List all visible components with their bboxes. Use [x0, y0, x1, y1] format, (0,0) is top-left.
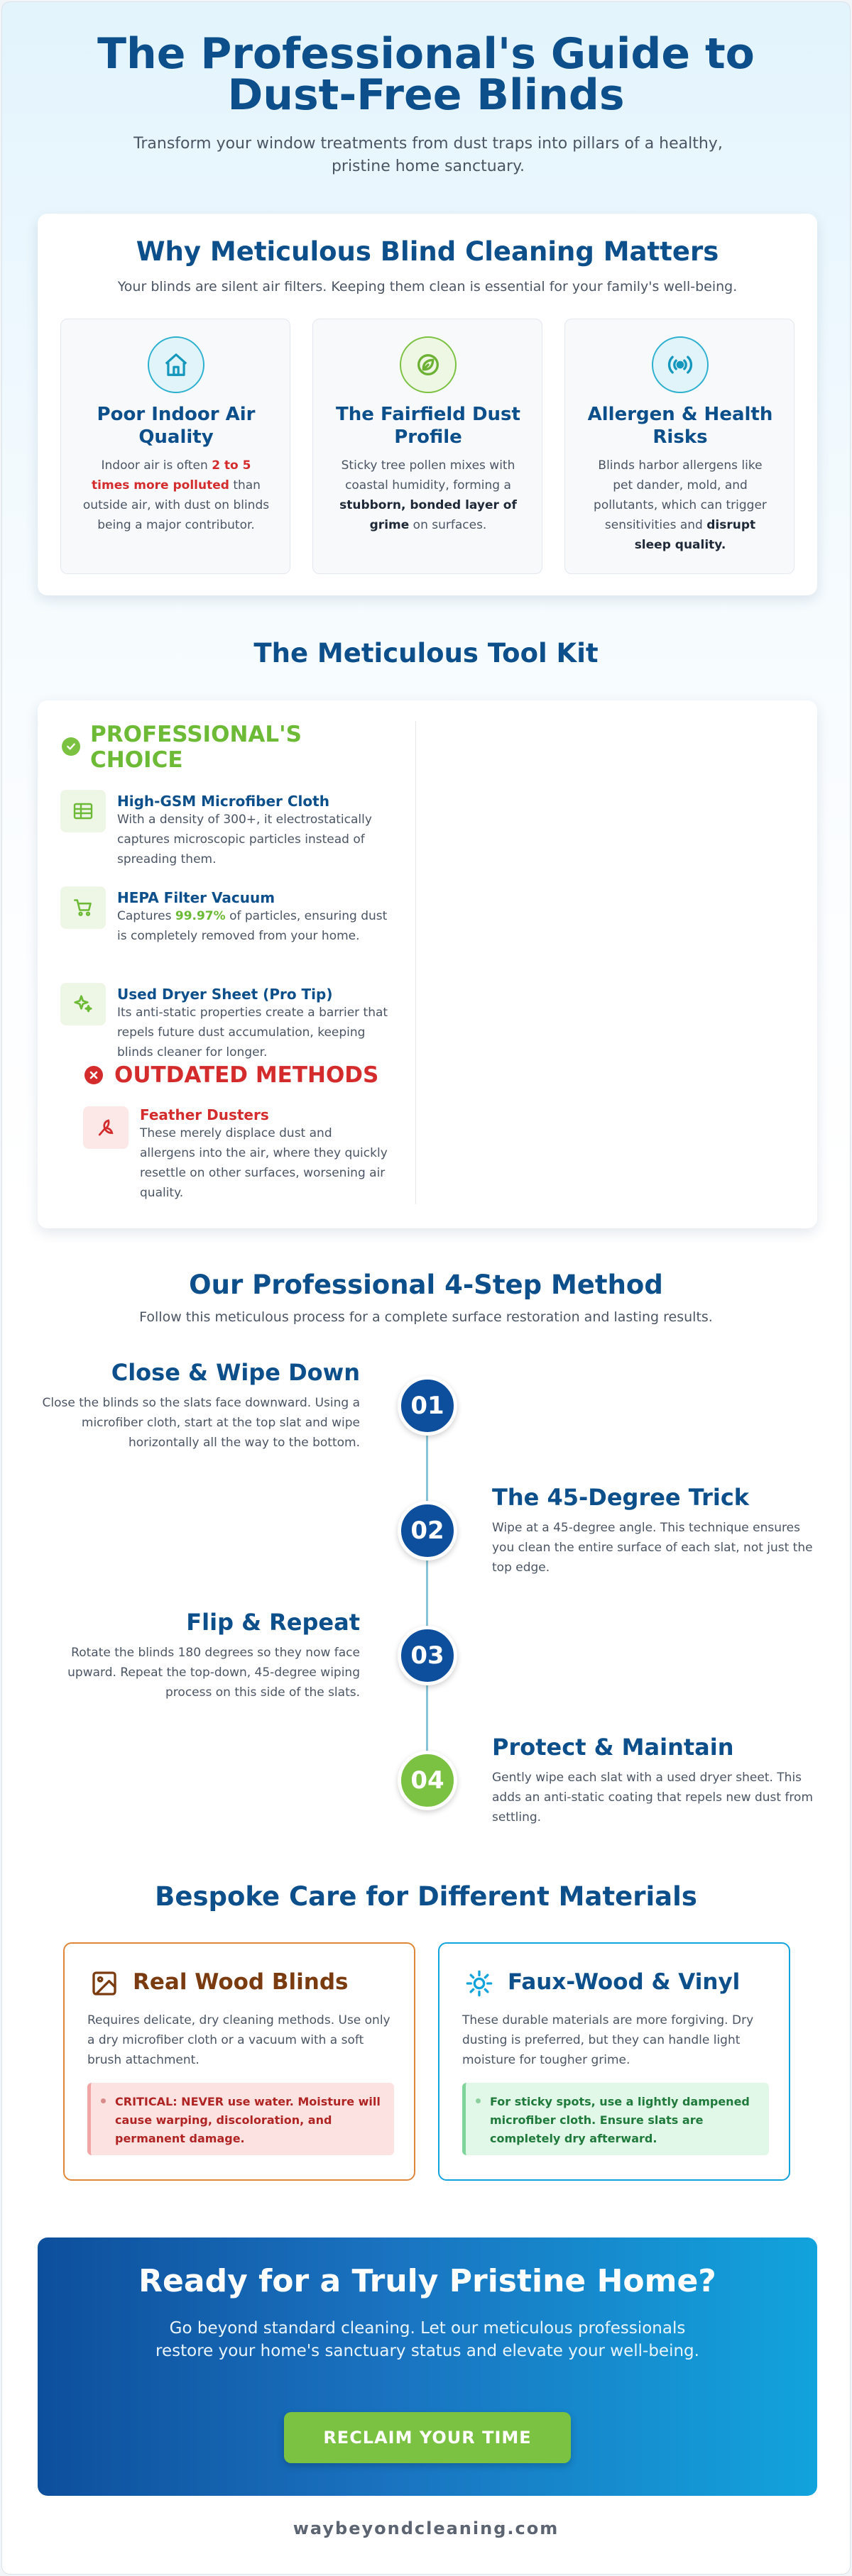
tool-desc: These merely displace dust and allergens into the air, where they quickly resettle on other surfaces, worsening air quality.	[140, 1126, 388, 1200]
material-title: Faux-Wood & Vinyl	[508, 1969, 741, 1995]
cta-banner	[38, 2238, 817, 2496]
check-circle-icon	[62, 737, 80, 756]
material-desc: Requires delicate, dry cleaning methods. Use only a dry microfiber cloth or a vacuum with a soft brush attachment.	[87, 2013, 390, 2067]
step-number: 04	[398, 1751, 457, 1810]
material-warning: CRITICAL: NEVER use water. Moisture will cause warping, discoloration, and permanent damage.	[87, 2083, 394, 2155]
material-card-faux	[438, 1942, 790, 2181]
page-title-line2: Dust-Free Blinds	[227, 70, 625, 120]
step-desc: Rotate the blinds 180 degrees so they now face upward. Repeat the top-down, 45-degree wiping process on this side of the slats.	[67, 1646, 360, 1700]
material-card-wood	[63, 1942, 415, 2181]
why-card-allergens	[564, 319, 794, 574]
leaf-icon	[400, 336, 457, 393]
material-tip: For sticky spots, use a lightly dampened microfiber cloth. Ensure slats are completely dry afterward.	[462, 2083, 769, 2155]
step-title: Close & Wipe Down	[111, 1359, 360, 1386]
footer-url[interactable]: waybeyondcleaning.com	[293, 2519, 559, 2538]
cta-desc: Go beyond standard cleaning. Let our meticulous professionals restore your home's sanctuary status and elevate your well-being.	[155, 2319, 699, 2360]
why-section	[38, 214, 817, 595]
cloth-icon	[60, 790, 106, 832]
step-number: 03	[398, 1626, 457, 1685]
page-subtitle: Transform your window treatments from dust traps into pillars of a healthy, pristine home sanctuary.	[133, 135, 723, 175]
reclaim-button[interactable]: RECLAIM YOUR TIME	[284, 2412, 571, 2463]
page	[1, 1, 851, 2575]
materials-title: Bespoke Care for Different Materials	[155, 1881, 697, 1912]
method-title: Our Professional 4-Step Method	[189, 1270, 663, 1300]
step-number: 02	[398, 1501, 457, 1561]
why-card-title: The Fairfield Dust Profile	[336, 404, 520, 448]
material-desc: These durable materials are more forgiving. Dry dusting is preferred, but they can handle light moisture for tougher grime.	[462, 2013, 754, 2067]
toolkit-card	[38, 700, 817, 1228]
image-icon	[90, 1969, 119, 2000]
why-title: Why Meticulous Blind Cleaning Matters	[136, 236, 719, 267]
method-subtitle: Follow this meticulous process for a complete surface restoration and lasting results.	[139, 1309, 713, 1325]
tool-desc: Its anti-static properties create a barrier that repels future dust accumulation, keeping blinds cleaner for longer.	[117, 1006, 388, 1059]
signal-icon	[652, 336, 709, 393]
feather-duster-icon	[83, 1106, 129, 1149]
why-card-text: Indoor air is often 2 to 5 times more polluted than outside air, with dust on blinds being a major contributor.	[82, 458, 270, 532]
why-card-fairfield	[312, 319, 542, 574]
vacuum-cart-icon	[60, 886, 106, 929]
tool-desc: Captures 99.97% of particles, ensuring dust is completely removed from your home.	[117, 909, 388, 943]
tool-title: Used Dryer Sheet (Pro Tip)	[117, 986, 333, 1003]
outdated-heading: OUTDATED METHODS	[114, 1062, 379, 1088]
sun-gear-icon	[465, 1969, 493, 2000]
toolkit-title: The Meticulous Tool Kit	[253, 638, 599, 668]
tool-title: High-GSM Microfiber Cloth	[117, 793, 329, 810]
tool-desc: With a density of 300+, it electrostatically captures microscopic particles instead of spreading them.	[117, 813, 372, 866]
step-number: 01	[398, 1376, 457, 1436]
cta-title: Ready for a Truly Pristine Home?	[138, 2263, 716, 2299]
toolkit-divider	[415, 722, 416, 1204]
step-title: Flip & Repeat	[186, 1609, 360, 1636]
page-title-line1: The Professional's Guide to	[97, 29, 755, 79]
page-title	[2, 29, 850, 120]
step-desc: Close the blinds so the slats face downward. Using a microfiber cloth, start at the top slat and wipe horizontally all the way to the bottom.	[42, 1396, 360, 1450]
pro-choice-heading: PROFESSIONAL'S CHOICE	[90, 722, 302, 773]
house-icon	[148, 336, 204, 393]
why-card-title: Poor Indoor Air Quality	[97, 404, 256, 448]
x-circle-icon	[84, 1066, 103, 1084]
why-card-air-quality	[60, 319, 290, 574]
why-card-text: Sticky tree pollen mixes with coastal humidity, forming a stubborn, bonded layer of grime on surfaces.	[339, 458, 517, 532]
tool-title: HEPA Filter Vacuum	[117, 889, 275, 906]
why-card-text: Blinds harbor allergens like pet dander, mold, and pollutants, which can trigger sensitivities and disrupt sleep quality.	[594, 458, 767, 552]
why-card-title: Allergen & Health Risks	[587, 404, 773, 448]
step-title: The 45-Degree Trick	[492, 1484, 750, 1511]
timeline-line	[426, 1429, 428, 1783]
material-title: Real Wood Blinds	[133, 1969, 349, 1995]
step-desc: Wipe at a 45-degree angle. This technique ensures you clean the entire surface of each slat, not just the top edge.	[492, 1521, 813, 1575]
sparkle-icon	[60, 983, 106, 1025]
tool-title: Feather Dusters	[140, 1106, 269, 1123]
step-desc: Gently wipe each slat with a used dryer sheet. This adds an anti-static coating that repels new dust from settling.	[492, 1771, 814, 1824]
step-title: Protect & Maintain	[492, 1734, 734, 1761]
why-subtitle: Your blinds are silent air filters. Keeping them clean is essential for your family's well-being.	[117, 279, 738, 295]
